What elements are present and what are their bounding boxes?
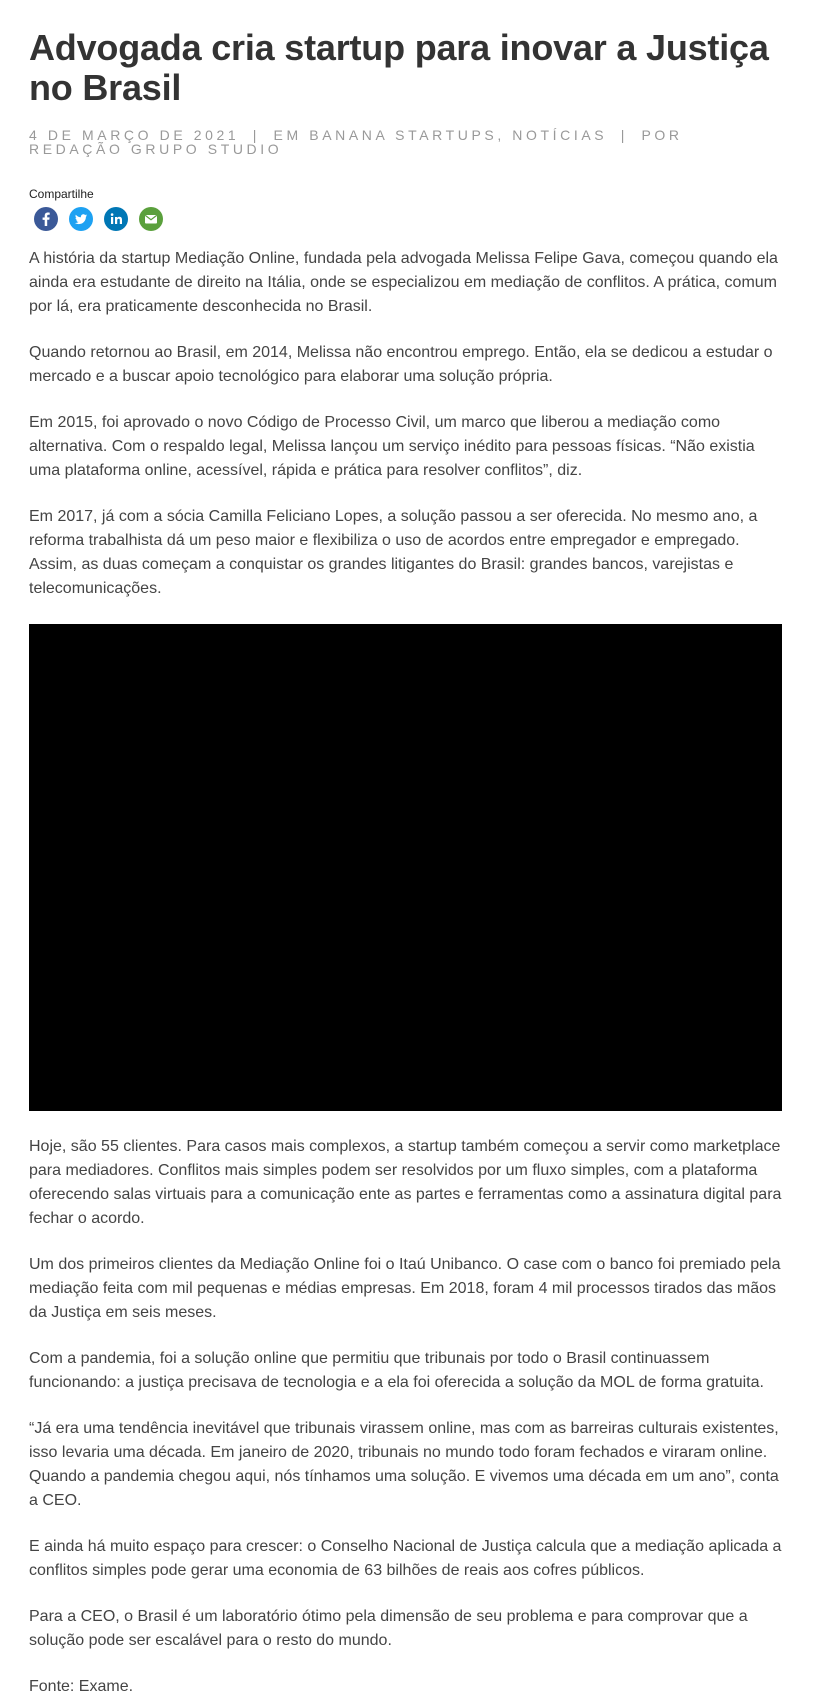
author-prefix: POR xyxy=(641,127,683,143)
share-label: Compartilhe xyxy=(29,187,94,201)
paragraph: Em 2015, foi aprovado o novo Código de Processo Civil, um marco que liberou a mediação como alternativa. Com o respaldo legal, Melissa lançou um serviço inédito para pessoas físicas. “Não existia uma plataforma online, acessível, rápida e prática para resolver conflitos”, diz. xyxy=(29,414,755,479)
share-icons xyxy=(34,207,782,231)
paragraph: E ainda há muito espaço para crescer: o Conselho Nacional de Justiça calcula que a mediação aplicada a conflitos simples pode gerar uma economia de 63 bilhões de reais aos cofres públicos. xyxy=(29,1538,782,1579)
article-meta xyxy=(29,128,782,156)
embedded-video[interactable] xyxy=(29,624,782,1111)
source-credit: Fonte: Exame. xyxy=(29,1678,134,1695)
facebook-icon[interactable] xyxy=(34,207,58,231)
paragraph: “Já era uma tendência inevitável que tribunais virassem online, mas com as barreiras culturais existentes, isso levaria uma década. Em janeiro de 2020, tribunais no mundo todo foram fechados e viraram online. Quando a pandemia chegou aqui, nós tínhamos uma solução. E vivemos uma década em um ano”, conta a CEO. xyxy=(29,1420,779,1509)
paragraph: Para a CEO, o Brasil é um laboratório ótimo pela dimensão de seu problema e para comprovar que a solução pode ser escalável para o resto do mundo. xyxy=(29,1608,748,1649)
paragraph: Hoje, são 55 clientes. Para casos mais complexos, a startup também começou a servir como marketplace para mediadores. Conflitos mais simples podem ser resolvidos por um fluxo simples, com a plataforma oferecendo salas virtuais para a comunicação ente as partes e ferramentas como a assinatura digital para fechar o acordo. xyxy=(29,1138,782,1227)
article-date: 4 DE MARÇO DE 2021 xyxy=(29,127,240,143)
meta-separator: | xyxy=(252,127,261,143)
article-author[interactable]: REDAÇÃO GRUPO STUDIO xyxy=(29,141,283,157)
article-categories[interactable]: BANANA STARTUPS, NOTÍCIAS xyxy=(309,127,608,143)
paragraph: Um dos primeiros clientes da Mediação Online foi o Itaú Unibanco. O case com o banco foi premiado pela mediação feita com mil pequenas e médias empresas. Em 2018, foram 4 mil processos tirados das mãos da Justiça em seis meses. xyxy=(29,1256,781,1321)
paragraph: Quando retornou ao Brasil, em 2014, Melissa não encontrou emprego. Então, ela se dedicou a estudar o mercado e a buscar apoio tecnológico para elaborar uma solução própria. xyxy=(29,344,773,385)
article-body xyxy=(29,247,782,1699)
email-icon[interactable] xyxy=(139,207,163,231)
twitter-icon[interactable] xyxy=(69,207,93,231)
paragraph: A história da startup Mediação Online, fundada pela advogada Melissa Felipe Gava, começou quando ela ainda era estudante de direito na Itália, onde se especializou em mediação de conflitos. A prática, comum por lá, era praticamente desconhecida no Brasil. xyxy=(29,250,778,315)
category-prefix: EM xyxy=(273,127,302,143)
share-section xyxy=(29,187,782,231)
paragraph: Em 2017, já com a sócia Camilla Feliciano Lopes, a solução passou a ser oferecida. No mesmo ano, a reforma trabalhista dá um peso maior e flexibiliza o uso de acordos entre empregador e empregado. Assim, as duas começam a conquistar os grandes litigantes do Brasil: grandes bancos, varejistas e telecomunicações. xyxy=(29,508,758,597)
meta-separator: | xyxy=(620,127,628,143)
linkedin-icon[interactable] xyxy=(104,207,128,231)
paragraph: Com a pandemia, foi a solução online que permitiu que tribunais por todo o Brasil continuassem funcionando: a justiça precisava de tecnologia e a ela foi oferecida a solução da MOL de forma gratuita. xyxy=(29,1350,764,1391)
article-title: Advogada cria startup para inovar a Justiça no Brasil xyxy=(29,27,769,108)
